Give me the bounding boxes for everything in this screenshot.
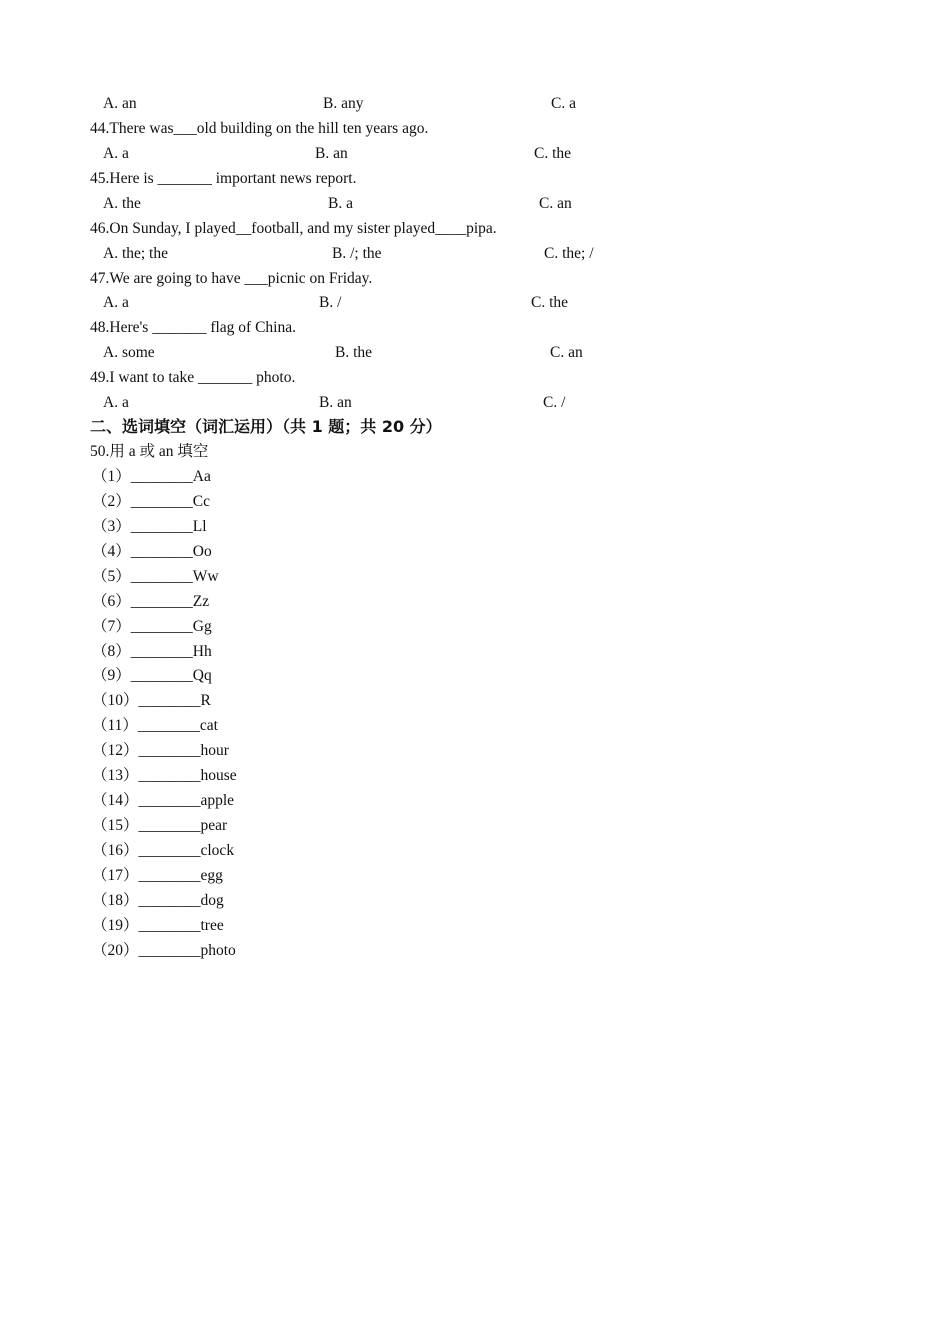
fill-item: （4）________Oo — [92, 543, 212, 560]
fill-item: （15）________pear — [92, 817, 228, 834]
q45-option-a: A. the — [103, 195, 141, 212]
q46-option-c: C. the; / — [544, 245, 594, 262]
fill-item: （19）________tree — [92, 917, 224, 934]
q50-stem: 50.用 a 或 an 填空 — [90, 443, 209, 460]
q43-option-a: A. an — [103, 95, 137, 112]
q45-option-c: C. an — [539, 195, 572, 212]
q47-option-c: C. the — [531, 294, 569, 311]
q45-stem: 45.Here is _______ important news report. — [90, 170, 357, 187]
q49-stem: 49.I want to take _______ photo. — [90, 369, 296, 386]
fill-item: （14）________apple — [92, 792, 235, 809]
fill-item: （11）________cat — [92, 717, 218, 734]
q48-stem: 48.Here's _______ flag of China. — [90, 319, 296, 336]
fill-item: （5）________Ww — [92, 568, 219, 585]
fill-item: （1）________Aa — [92, 468, 211, 485]
fill-item: （20）________photo — [92, 942, 236, 959]
fill-item: （3）________Ll — [92, 518, 207, 535]
q43-option-b: B. any — [323, 95, 364, 112]
q47-stem: 47.We are going to have ___picnic on Friday. — [90, 270, 373, 287]
fill-item: （16）________clock — [92, 842, 235, 859]
fill-item: （7）________Gg — [92, 618, 212, 635]
fill-item: （8）________Hh — [92, 643, 212, 660]
q48-option-b: B. the — [335, 344, 373, 361]
q48-option-c: C. an — [550, 344, 583, 361]
fill-item: （18）________dog — [92, 892, 224, 909]
fill-item: （10）________R — [92, 692, 211, 709]
fill-item: （13）________house — [92, 767, 237, 784]
q46-stem: 46.On Sunday, I played__football, and my sister played____pipa. — [90, 220, 497, 237]
q49-option-b: B. an — [319, 394, 352, 411]
q46-option-b: B. /; the — [332, 245, 382, 262]
fill-item: （12）________hour — [92, 742, 229, 759]
fill-item: （9）________Qq — [92, 667, 212, 684]
fill-item: （17）________egg — [92, 867, 223, 884]
q49-option-a: A. a — [103, 394, 129, 411]
q47-option-a: A. a — [103, 294, 129, 311]
q45-option-b: B. a — [328, 195, 353, 212]
fill-item: （2）________Cc — [92, 493, 210, 510]
q46-option-a: A. the; the — [103, 245, 168, 262]
q44-stem: 44.There was___old building on the hill ten years ago. — [90, 120, 429, 137]
fill-item: （6）________Zz — [92, 593, 210, 610]
q44-option-c: C. the — [534, 145, 572, 162]
q47-option-b: B. / — [319, 294, 342, 311]
q49-option-c: C. / — [543, 394, 566, 411]
q44-option-b: B. an — [315, 145, 348, 162]
section-heading: 二、选词填空（词汇运用）（共 1 题；共 20 分） — [90, 417, 442, 436]
q48-option-a: A. some — [103, 344, 155, 361]
q43-option-c: C. a — [551, 95, 576, 112]
q44-option-a: A. a — [103, 145, 129, 162]
